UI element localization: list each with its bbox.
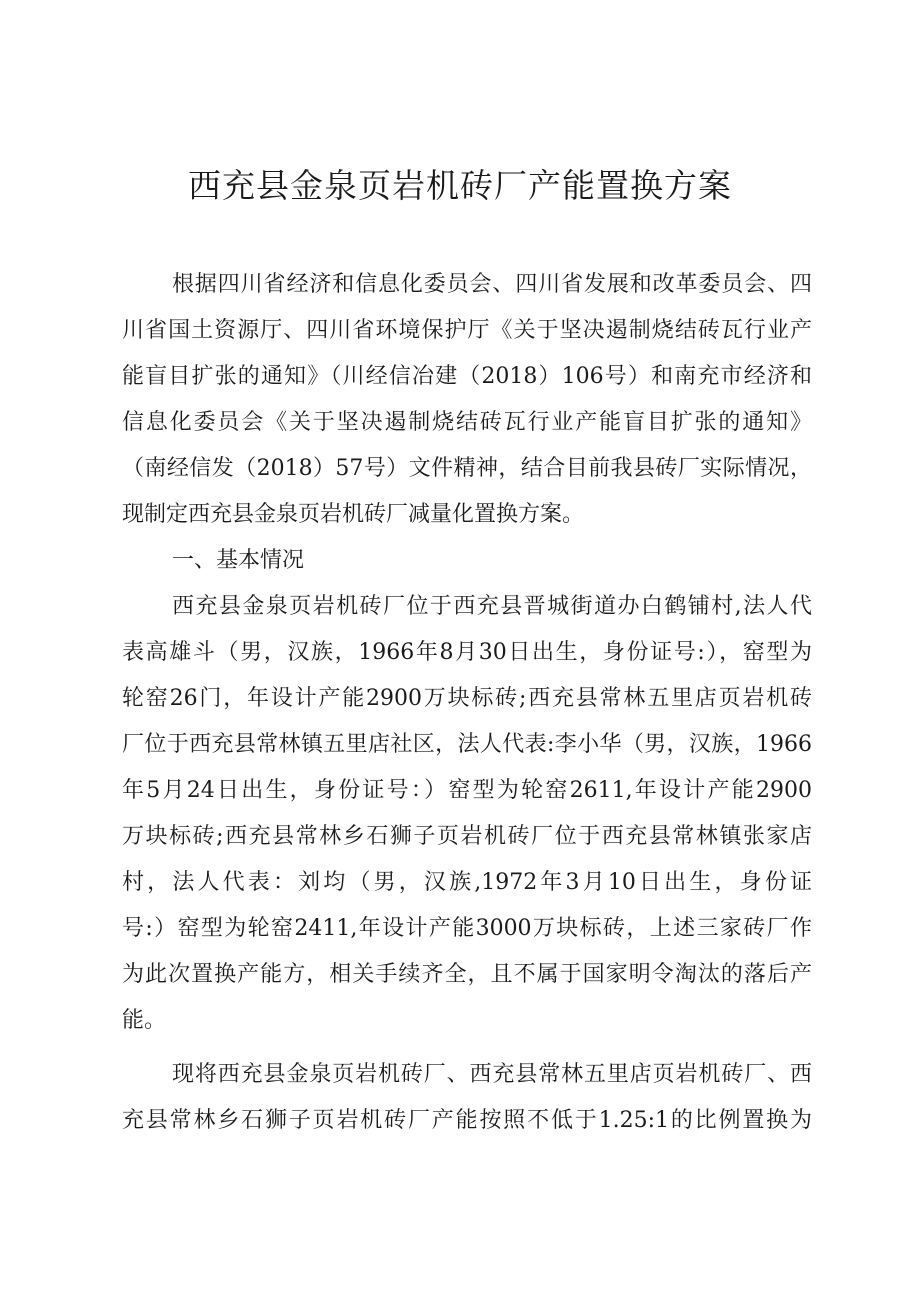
text-line: 充县常林乡石狮子页岩机砖厂产能按照不低于1.25:1的比例置换为 [122,1108,812,1133]
text-line: 年5月24日出生，身份证号：）窑型为轮窑2611,年设计产能2900 [122,778,812,803]
text-line: 表高雄斗（男，汉族，1966年8月30日出生，身份证号:），窑型为 [122,640,812,665]
text-line: 村，法人代表：刘均（男，汉族,1972年3月10日出生，身份证 [122,870,812,895]
text-line: 号:）窑型为轮窑2411,年设计产能3000万块标砖，上述三家砖厂作 [122,916,812,941]
text-line: 能。 [122,1008,167,1033]
paragraph-spacer [122,1044,812,1052]
text-line: 轮窑26门，年设计产能2900万块标砖;西充县常林五里店页岩机砖 [122,686,812,711]
text-line: 川省国土资源厅、四川省环境保护厅《关于坚决遏制烧结砖瓦行业产 [122,318,812,343]
text-line: 为此次置换产能方，相关手续齐全，且不属于国家明令淘汰的落后产 [122,962,812,987]
document-body [122,262,812,1144]
text-line: 现将西充县金泉页岩机砖厂、西充县常林五里店页岩机砖厂、西 [172,1062,812,1087]
text-line: 万块标砖;西充县常林乡石狮子页岩机砖厂位于西充县常林镇张家店 [122,824,812,849]
text-line: （南经信发（2018）57号）文件精神，结合目前我县砖厂实际情况， [122,456,812,481]
section-heading-basic [122,538,812,584]
text-line: 信息化委员会《关于坚决遏制烧结砖瓦行业产能盲目扩张的通知》 [122,410,812,435]
text-line: 现制定西充县金泉页岩机砖厂减量化置换方案。 [122,502,585,527]
text-line: 西充县金泉页岩机砖厂位于西充县晋城街道办白鹤铺村,法人代 [172,594,812,619]
text-line: 能盲目扩张的通知》（川经信冶建（2018）106号）和南充市经济和 [122,364,812,389]
text-line: 根据四川省经济和信息化委员会、四川省发展和改革委员会、四 [172,272,812,297]
paragraph-replacement [122,1052,812,1144]
section-heading: 一、基本情况 [172,548,305,573]
paragraph-intro [122,262,812,538]
text-line: 厂位于西充县常林镇五里店社区，法人代表:李小华（男，汉族，1966 [122,732,812,757]
paragraph-basic-info [122,584,812,1044]
document-title: 西充县金泉页岩机砖厂产能置换方案 [188,166,732,205]
